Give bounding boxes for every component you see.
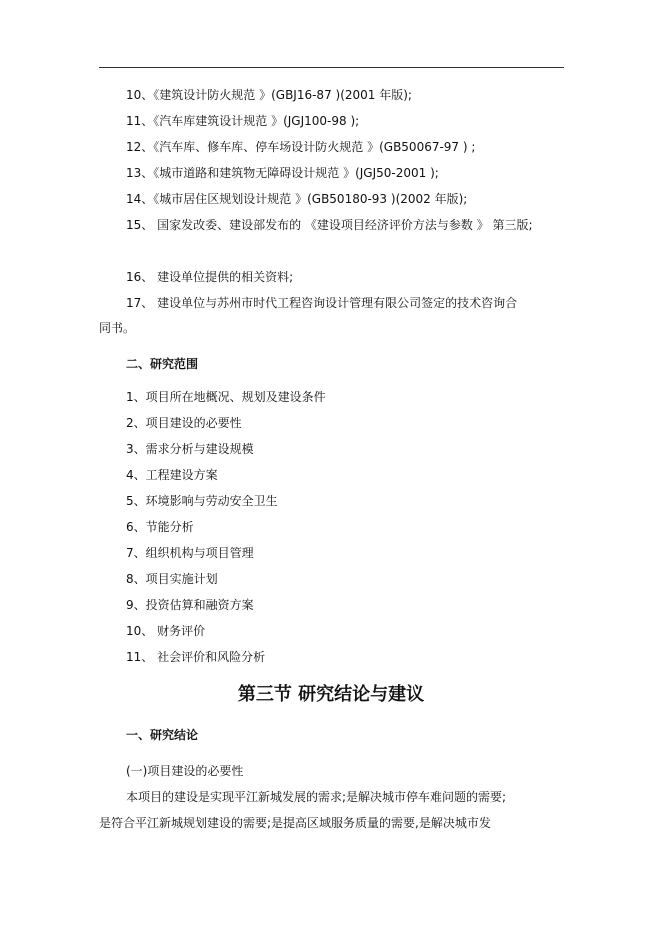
reference-item-13: 13、《城市道路和建筑物无障碍设计规范 》(JGJ50-2001 ); (126, 166, 439, 180)
scope-item-4: 4、工程建设方案 (126, 468, 218, 482)
paragraph-line-2: 是符合平江新城规划建设的需要;是提高区域服务质量的需要,是解决城市发 (99, 816, 491, 830)
scope-item-2: 2、项目建设的必要性 (126, 416, 242, 430)
reference-item-17: 17、 建设单位与苏州市时代工程咨询设计管理有限公司签定的技术咨询合 (126, 296, 518, 310)
reference-item-12: 12、《汽车库、修车库、停车场设计防火规范 》(GB50067-97 ) ; (126, 140, 476, 154)
conclusion-heading: 一、研究结论 (126, 728, 199, 742)
reference-item-17-continued: 同书。 (99, 321, 136, 335)
necessity-subheading: (一)项目建设的必要性 (126, 764, 244, 778)
reference-item-10: 10、《建筑设计防火规范 》(GBJ16-87 )(2001 年版); (126, 88, 412, 102)
scope-item-8: 8、项目实施计划 (126, 572, 218, 586)
section-title: 第三节 研究结论与建议 (237, 684, 425, 705)
scope-item-6: 6、节能分析 (126, 520, 194, 534)
paragraph-line-1: 本项目的建设是实现平江新城发展的需求;是解决城市停车难问题的需要; (126, 790, 507, 804)
reference-item-11: 11、《汽车库建筑设计规范 》(JGJ100-98 ); (126, 114, 360, 128)
scope-item-9: 9、投资估算和融资方案 (126, 598, 254, 612)
reference-item-14: 14、《城市居住区规划设计规范 》(GB50180-93 )(2002 年版); (126, 192, 468, 206)
scope-item-7: 7、组织机构与项目管理 (126, 546, 254, 560)
scope-item-11: 11、 社会评价和风险分析 (126, 650, 266, 664)
reference-item-15: 15、 国家发改委、建设部发布的 《建设项目经济评价方法与参数 》 第三版; (126, 218, 533, 232)
reference-item-16: 16、 建设单位提供的相关资料; (126, 270, 294, 284)
header-rule (99, 67, 564, 68)
scope-item-1: 1、项目所在地概况、规划及建设条件 (126, 390, 326, 404)
scope-item-10: 10、 财务评价 (126, 624, 206, 638)
scope-item-3: 3、需求分析与建设规模 (126, 442, 254, 456)
scope-item-5: 5、环境影响与劳动安全卫生 (126, 494, 278, 508)
scope-heading: 二、研究范围 (126, 357, 199, 371)
